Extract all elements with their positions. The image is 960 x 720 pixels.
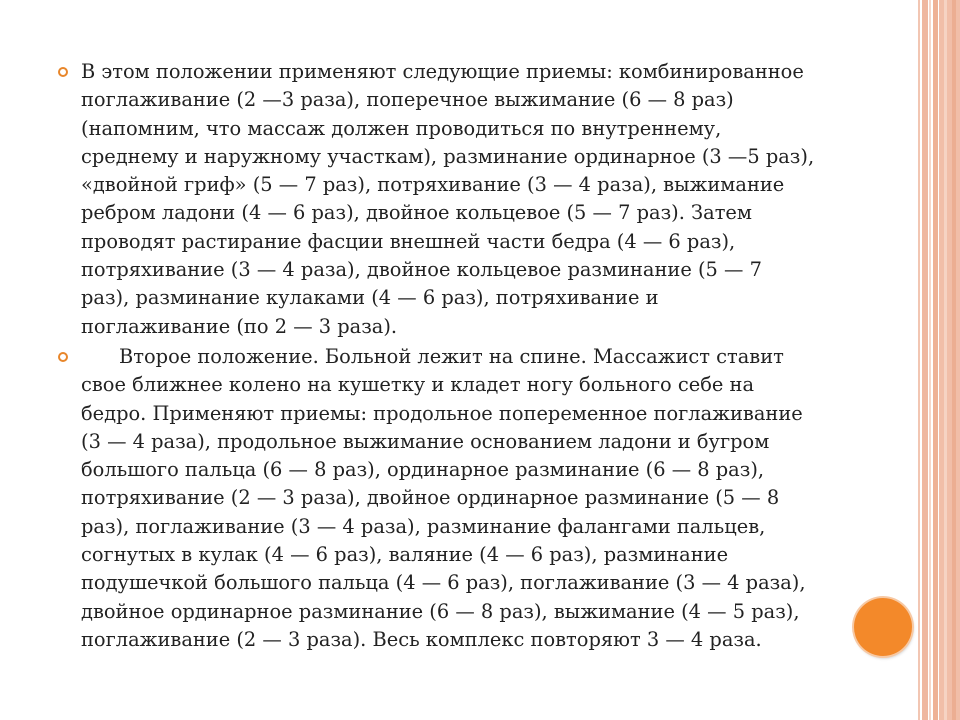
decorative-stripe [952,0,956,720]
text-line: подушечкой большого пальца (4 — 6 раз), поглаживание (3 — 4 раза), [81,571,806,595]
bullet-ring-icon [58,352,68,362]
text-line: поглаживание (2 —3 раза), поперечное выжимание (6 — 8 раз) [81,88,734,112]
decorative-stripe [929,0,931,720]
decorative-stripe [918,0,920,720]
text-line: согнутых в кулак (4 — 6 раз), валяние (4 — 6 раз), разминание [81,543,729,567]
decorative-stripe [922,0,928,720]
bullet-item-1 [56,58,886,341]
text-line: раз), разминание кулаками (4 — 6 раз), потряхивание и [81,286,659,310]
text-line [81,343,886,371]
text-line: проводят растирание фасции внешней части бедра (4 — 6 раз), [81,229,736,253]
text-line: «двойной гриф» (5 — 7 раз), потряхивание (3 — 4 раза), выжимание [81,173,785,197]
bullet-item-2 [56,343,886,654]
text-line: ребром ладони (4 — 6 раз), двойное кольцевое (5 — 7 раз). Затем [81,201,752,225]
bullet-text-2 [81,343,886,654]
text-line: поглаживание (по 2 — 3 раза). [81,314,398,338]
decorative-stripe [939,0,960,720]
text-line: бедро. Применяют приемы: продольное попеременное поглаживание [81,401,803,425]
bullet-text-1 [81,58,886,341]
decorative-stripe [944,0,947,720]
text-line: потряхивание (2 — 3 раза), двойное ординарное разминание (5 — 8 [81,486,780,510]
text-line: двойное ординарное разминание (6 — 8 раз), выжимание (4 — 5 раз), [81,599,800,623]
text-line: раз), поглаживание (3 — 4 раза), разминание фалангами пальцев, [81,514,766,538]
bullet-ring-icon [58,67,68,77]
text-line: поглаживание (2 — 3 раза). Весь комплекс повторяют 3 — 4 раза. [81,627,762,651]
text-line: (напомним, что массаж должен проводиться по внутреннему, [81,116,722,140]
text-line: свое ближнее колено на кушетку и кладет ногу больного себе на [81,373,755,397]
decorative-stripe [933,0,938,720]
text-line: потряхивание (3 — 4 раза), двойное кольцевое разминание (5 — 7 [81,258,762,282]
orange-circle-decoration [854,598,912,656]
slide-body [56,58,886,656]
text-line: большого пальца (6 — 8 раз), ординарное разминание (6 — 8 раз), [81,458,765,482]
text-line: В этом положении применяют следующие приемы: комбинированное [81,60,804,83]
text-line-content: Второе положение. Больной лежит на спине. Массажист ставит [119,344,784,368]
text-line: (3 — 4 раза), продольное выжимание основанием ладони и бугром [81,429,770,453]
text-line: среднему и наружному участкам), разминание ординарное (3 —5 раз), [81,144,815,168]
